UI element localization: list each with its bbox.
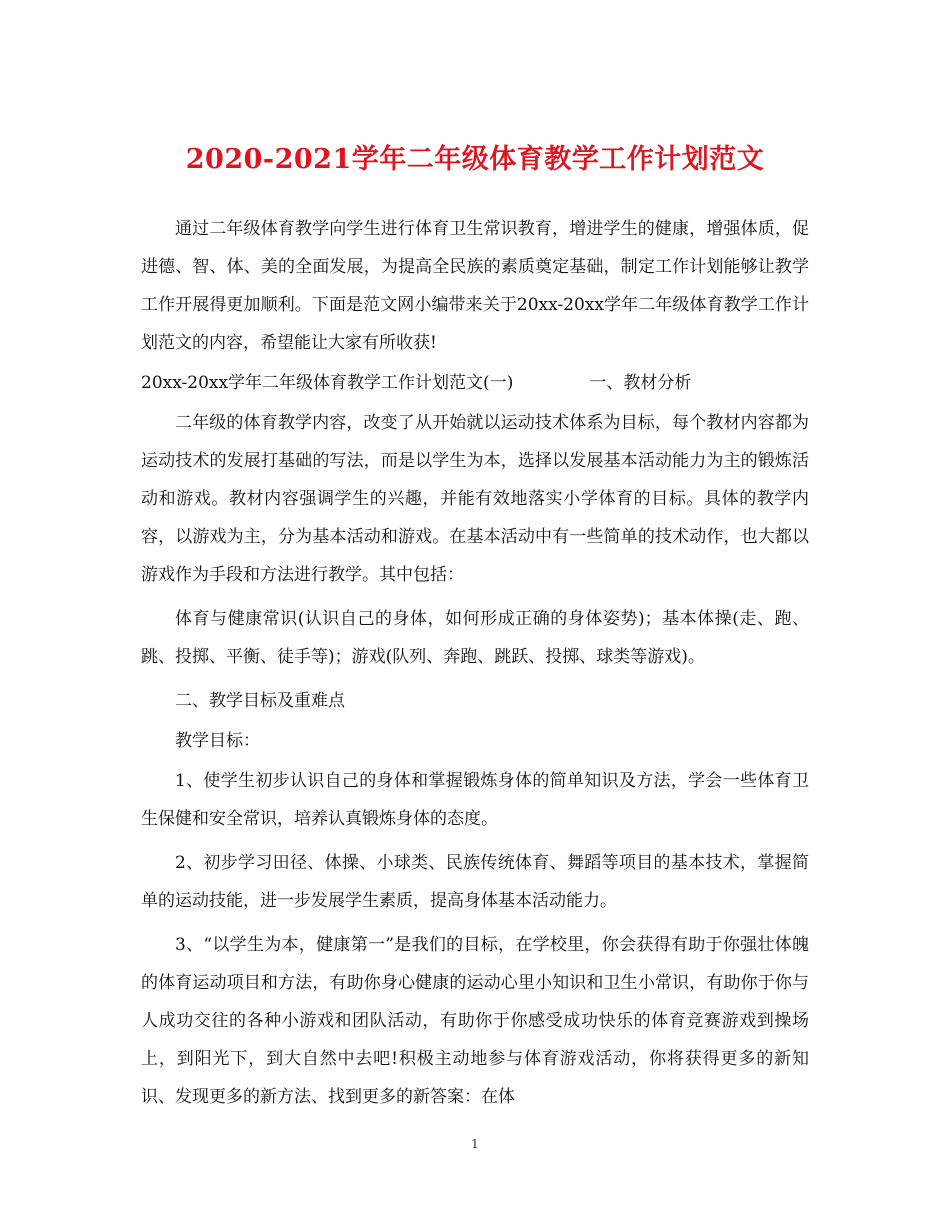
goal-item-2: 2、初步学习田径、体操、小球类、民族传统体育、舞蹈等项目的基本技术，掌握简单的运动技能，进一步发展学生素质，提高身体基本活动能力。 [141,853,809,911]
section-heading-materials: 一、教材分析 [589,373,692,393]
intro-paragraph: 通过二年级体育教学向学生进行体育卫生常识教育，增进学生的健康，增强体质，促进德、智、体、美的全面发展，为提高全民族的素质奠定基础，制定工作计划能够让教学工作开展得更加顺利。下面是范文网小编带来关于20xx-20xx学年二年级体育教学工作计划范文的内容，希望能让大家有所收获! [141,219,809,353]
goal-item-1: 1、使学生初步认识自己的身体和掌握锻炼身体的简单知识及方法，学会一些体育卫生保健和安全常识，培养认真锻炼身体的态度。 [141,771,809,829]
goals-label: 教学目标： [175,731,260,751]
plan-subheading-title: 20xx-20xx学年二年级体育教学工作计划范文(一) [141,373,514,393]
page-number: 1 [471,1137,479,1151]
plan-subheading [141,364,809,402]
document-body [141,210,809,1118]
goal-item-3: 3、“以学生为本，健康第一”是我们的目标，在学校里，你会获得有助于你强壮体魄的体育运动项目和方法，有助你身心健康的运动心里小知识和卫生小常识，有助你于你与人成功交往的各种小游戏和团队活动，有助你于你感受成功快乐的体育竞赛游戏到操场上，到阳光下，到大自然中去吧!积极主动地参与体育游戏活动，你将获得更多的新知识、发现更多的新方法、找到更多的新答案：在体 [141,935,809,1107]
document-title: 2020-2021学年二年级体育教学工作计划范文 [185,144,765,175]
section-heading-goals: 二、教学目标及重难点 [175,691,345,711]
materials-paragraph: 二年级的体育教学内容，改变了从开始就以运动技术体系为目标，每个教材内容都为运动技术的发展打基础的写法，而是以学生为本，选择以发展基本活动能力为主的锻炼活动和游戏。教材内容强调学生的兴趣，并能有效地落实小学体育的目标。具体的教学内容，以游戏为主，分为基本活动和游戏。在基本活动中有一些简单的技术动作，也大都以游戏作为手段和方法进行教学。其中包括： [141,413,809,585]
contents-paragraph: 体育与健康常识(认识自己的身体，如何形成正确的身体姿势)；基本体操(走、跑、跳、投掷、平衡、徒手等)；游戏(队列、奔跑、跳跃、投掷、球类等游戏)。 [141,609,809,667]
